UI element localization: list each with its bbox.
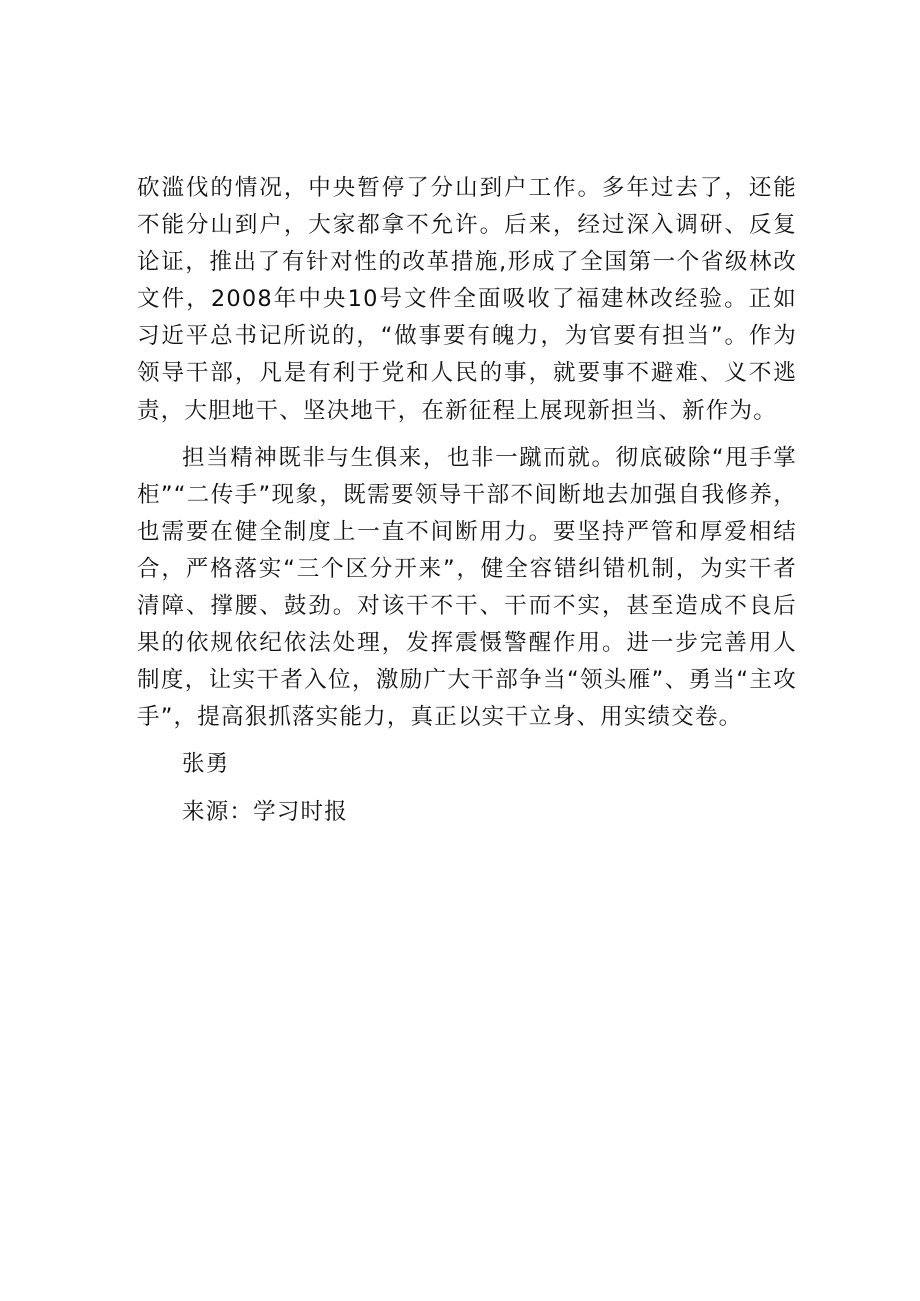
article-body xyxy=(137,170,797,831)
paragraph-2: 担当精神既非与生俱来，也非一蹴而就。彻底破除“甩手掌柜”“二传手”现象，既需要领导干部不间断地去加强自我修养，也需要在健全制度上一直不间断用力。要坚持严管和厚爱相结合，严格落实“三个区分开来”，健全容错纠错机制，为实干者清障、撑腰、鼓劲。对该干不干、干而不实，甚至造成不良后果的依规依纪依法处理，发挥震慑警醒作用。进一步完善用人制度，让实干者入位，激励广大干部争当“领头雁”、勇当“主攻手”，提高狠抓落实能力，真正以实干立身、用实绩交卷。 xyxy=(137,444,797,731)
source-line: 来源：学习时报 xyxy=(182,798,348,825)
paragraph-spacer xyxy=(137,430,797,440)
paragraph-1: 砍滥伐的情况，中央暂停了分山到户工作。多年过去了，还能不能分山到户，大家都拿不允许。后来，经过深入调研、反复论证，推出了有针对性的改革措施,形成了全国第一个省级林改文件，2008年中央10号文件全面吸收了福建林改经验。正如习近平总书记所说的，“做事要有魄力，为官要有担当”。作为领导干部，凡是有利于党和人民的事，就要事不避难、义不逃责，大胆地干、坚决地干，在新征程上展现新担当、新作为。 xyxy=(137,175,797,424)
author-name: 张勇 xyxy=(182,751,230,778)
